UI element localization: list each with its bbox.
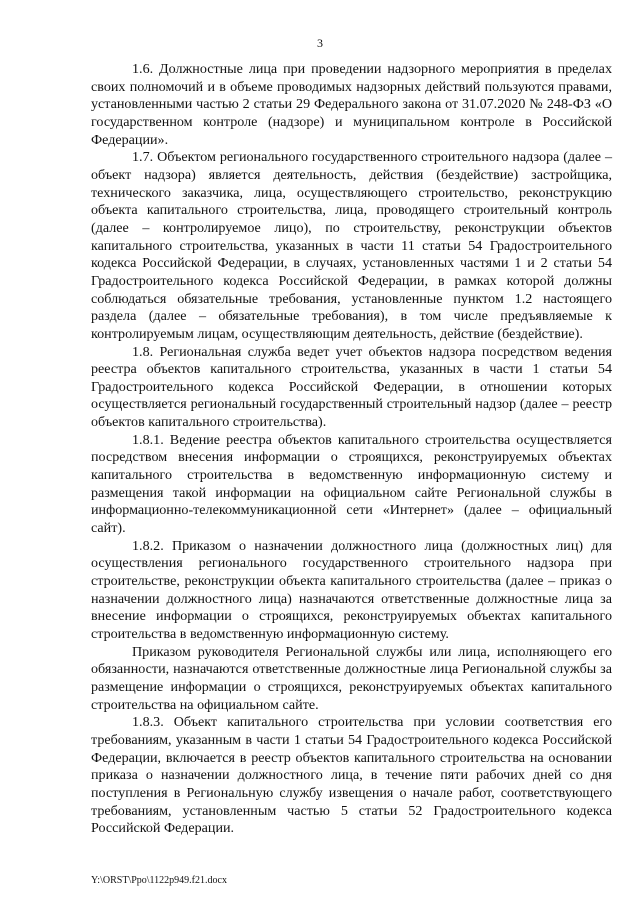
paragraph-director-order: Приказом руководителя Региональной службы или лица, исполняющего его обязанности, назначаются ответственные должностные лица Региональной службы за размещение информации о строящихся, реконструируемых объектах капитального строительства на официальном сайте.: [91, 643, 612, 713]
paragraph-1-8-3: 1.8.3. Объект капитального строительства при условии соответствия его требованиям, указанным в части 1 статьи 54 Градостроительного кодекса Российской Федерации, включается в реестр объектов капитального строительства на основании приказа о назначении должностного лица, в течение пяти рабочих дней со дня поступления в Региональную службу извещения о начале работ, соответствующего требованиям, установленным частью 5 статьи 52 Градостроительного кодекса Российской Федерации.: [91, 714, 612, 837]
document-body: [91, 61, 612, 838]
page-number: 3: [317, 36, 323, 50]
paragraph-1-8-1: 1.8.1. Ведение реестра объектов капитального строительства осуществляется посредством внесения информации о строящихся, реконструируемых объектах капитального строительства в ведомственную информационную систему и размещения такой информации на официальном сайте Региональной службы в информационно-телекоммуникационной сети «Интернет» (далее – официальный сайт).: [91, 431, 612, 537]
paragraph-1-7: 1.7. Объектом регионального государственного строительного надзора (далее – объект надзора) является деятельность, действия (бездействие) застройщика, технического заказчика, лица, осуществляющего строительство, реконструкцию объекта капитального строительства, лица, проводящего строительный контроль (далее – контролируемое лицо), по строительству, реконструкции объектов капитального строительства, указанных в части 11 статьи 54 Градостроительного кодекса Российской Федерации, в случаях, установленных частями 1 и 2 статьи 54 Градостроительного кодекса Российской Федерации, в рамках которой должны соблюдаться обязательные требования, установленные пунктом 1.2 настоящего раздела (далее – обязательные требования), в том числе предъявляемые к контролируемым лицам, осуществляющим деятельность, действие (бездействие).: [91, 149, 612, 342]
footer-file-path: Y:\ORST\Ppo\1122p949.f21.docx: [91, 875, 227, 886]
paragraph-1-8-2: 1.8.2. Приказом о назначении должностного лица (должностных лиц) для осуществления регионального государственного строительного надзора при строительстве, реконструкции объекта капитального строительства (далее – приказ о назначении должностного лица) назначаются ответственные должностные лица за внесение информации о строящихся, реконструируемых объектах капитального строительства в ведомственную информационную систему.: [91, 537, 612, 642]
paragraph-1-8: 1.8. Региональная служба ведет учет объектов надзора посредством ведения реестра объектов капитального строительства, указанных в части 1 статьи 54 Градостроительного кодекса Российской Федерации, в отношении которых осуществляется региональный государственный строительный надзор (далее – реестр объектов капитального строительства).: [91, 343, 612, 431]
paragraph-1-6: 1.6. Должностные лица при проведении надзорного мероприятия в пределах своих полномочий и в объеме проводимых надзорных действий пользуются правами, установленными частью 2 статьи 29 Федерального закона от 31.07.2020 № 248-ФЗ «О государственном контроле (надзоре) и муниципальном контроле в Российской Федерации».: [91, 61, 612, 148]
